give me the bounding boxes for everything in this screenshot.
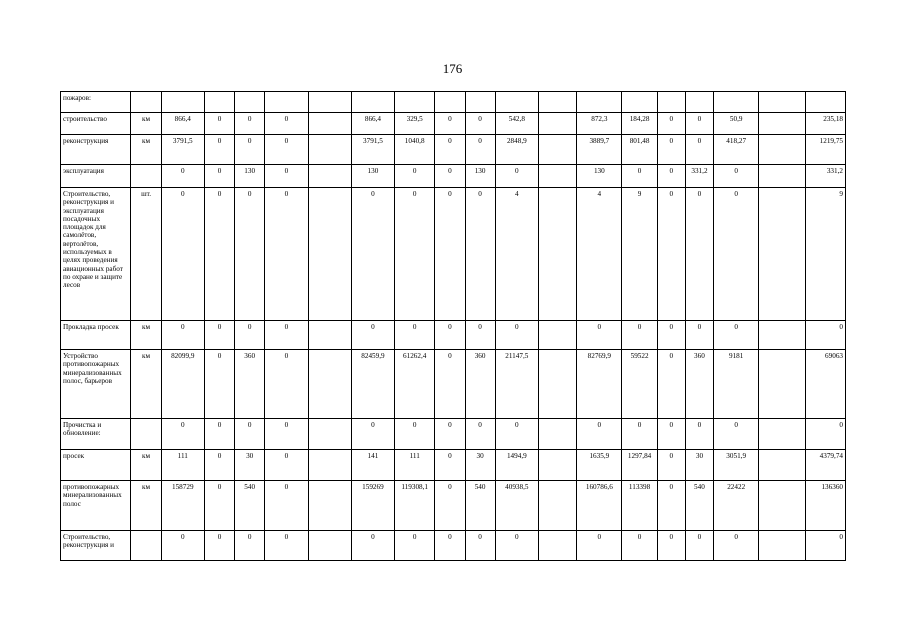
value-cell <box>759 450 805 481</box>
value-cell: 0 <box>714 321 759 350</box>
table-row <box>61 481 846 531</box>
value-cell: 0 <box>435 188 465 321</box>
value-cell <box>495 92 538 113</box>
value-cell: 0 <box>265 481 308 531</box>
value-cell: 1040,8 <box>395 135 435 165</box>
value-cell <box>351 92 394 113</box>
value-cell: 9181 <box>714 350 759 419</box>
value-cell: 158729 <box>161 481 204 531</box>
value-cell: 0 <box>714 531 759 561</box>
value-cell <box>538 350 576 419</box>
value-cell <box>759 113 805 135</box>
value-cell: 0 <box>265 321 308 350</box>
row-name-cell: пожаров: <box>61 92 131 113</box>
value-cell <box>204 92 234 113</box>
value-cell <box>538 165 576 188</box>
table-row <box>61 419 846 450</box>
table-row <box>61 450 846 481</box>
value-cell: 0 <box>161 188 204 321</box>
value-cell: 130 <box>351 165 394 188</box>
value-cell <box>759 419 805 450</box>
value-cell: 0 <box>265 113 308 135</box>
value-cell: 0 <box>265 135 308 165</box>
value-cell: 0 <box>465 113 495 135</box>
value-cell <box>435 92 465 113</box>
value-cell: 801,48 <box>622 135 657 165</box>
table-row <box>61 135 846 165</box>
value-cell: 0 <box>805 321 845 350</box>
value-cell: 0 <box>685 188 713 321</box>
value-cell: 0 <box>805 419 845 450</box>
value-cell: 3791,5 <box>351 135 394 165</box>
value-cell <box>265 92 308 113</box>
value-cell <box>759 350 805 419</box>
value-cell <box>759 321 805 350</box>
value-cell <box>308 350 351 419</box>
value-cell: 0 <box>265 350 308 419</box>
value-cell <box>538 92 576 113</box>
row-name-cell: Строительство, реконструкция и <box>61 531 131 561</box>
value-cell: 0 <box>435 531 465 561</box>
row-name-cell: противопожарных минерализованных полос <box>61 481 131 531</box>
table-row <box>61 321 846 350</box>
value-cell <box>308 419 351 450</box>
value-cell: 0 <box>465 531 495 561</box>
value-cell: 0 <box>657 321 685 350</box>
value-cell: 0 <box>204 135 234 165</box>
unit-cell: км <box>131 481 161 531</box>
value-cell <box>308 135 351 165</box>
value-cell <box>538 450 576 481</box>
value-cell <box>685 92 713 113</box>
unit-cell: км <box>131 450 161 481</box>
value-cell <box>577 92 622 113</box>
value-cell <box>538 135 576 165</box>
value-cell: 119308,1 <box>395 481 435 531</box>
value-cell <box>308 531 351 561</box>
table-row <box>61 350 846 419</box>
value-cell: 0 <box>435 321 465 350</box>
value-cell <box>657 92 685 113</box>
value-cell <box>759 481 805 531</box>
value-cell: 0 <box>435 113 465 135</box>
value-cell: 0 <box>435 135 465 165</box>
value-cell: 360 <box>235 350 265 419</box>
value-cell: 0 <box>685 135 713 165</box>
value-cell: 0 <box>435 350 465 419</box>
value-cell: 0 <box>685 419 713 450</box>
value-cell: 542,8 <box>495 113 538 135</box>
value-cell <box>759 92 805 113</box>
value-cell <box>714 92 759 113</box>
table-row <box>61 531 846 561</box>
value-cell: 2848,9 <box>495 135 538 165</box>
value-cell: 0 <box>714 165 759 188</box>
row-name-cell: эксплуатация <box>61 165 131 188</box>
value-cell: 0 <box>395 531 435 561</box>
value-cell <box>759 135 805 165</box>
value-cell: 0 <box>657 113 685 135</box>
value-cell: 0 <box>204 450 234 481</box>
value-cell: 0 <box>395 188 435 321</box>
value-cell: 184,28 <box>622 113 657 135</box>
value-cell: 360 <box>685 350 713 419</box>
value-cell: 111 <box>395 450 435 481</box>
value-cell: 0 <box>161 321 204 350</box>
value-cell <box>465 92 495 113</box>
value-cell: 0 <box>351 531 394 561</box>
value-cell: 0 <box>351 419 394 450</box>
unit-cell <box>131 165 161 188</box>
value-cell: 0 <box>435 481 465 531</box>
value-cell: 235,18 <box>805 113 845 135</box>
value-cell: 0 <box>465 188 495 321</box>
value-cell: 0 <box>161 419 204 450</box>
value-cell: 0 <box>204 188 234 321</box>
row-name-cell: Прочистка и обновление: <box>61 419 131 450</box>
value-cell: 872,3 <box>577 113 622 135</box>
value-cell <box>308 165 351 188</box>
value-cell: 0 <box>204 113 234 135</box>
value-cell: 113398 <box>622 481 657 531</box>
row-name-cell: строительство <box>61 113 131 135</box>
unit-cell <box>131 419 161 450</box>
value-cell: 130 <box>235 165 265 188</box>
row-name-cell: Прокладка просек <box>61 321 131 350</box>
value-cell: 0 <box>657 419 685 450</box>
value-cell: 4 <box>577 188 622 321</box>
value-cell: 0 <box>204 481 234 531</box>
value-cell: 0 <box>657 135 685 165</box>
value-cell: 159269 <box>351 481 394 531</box>
table-row <box>61 113 846 135</box>
row-name-cell: просек <box>61 450 131 481</box>
value-cell: 40938,5 <box>495 481 538 531</box>
value-cell: 0 <box>465 321 495 350</box>
value-cell: 0 <box>465 419 495 450</box>
value-cell: 331,2 <box>685 165 713 188</box>
value-cell <box>538 531 576 561</box>
value-cell: 3791,5 <box>161 135 204 165</box>
value-cell: 141 <box>351 450 394 481</box>
value-cell <box>308 92 351 113</box>
value-cell: 866,4 <box>161 113 204 135</box>
value-cell: 30 <box>235 450 265 481</box>
value-cell: 0 <box>435 165 465 188</box>
value-cell <box>538 321 576 350</box>
value-cell: 111 <box>161 450 204 481</box>
table-row <box>61 92 846 113</box>
value-cell: 0 <box>657 350 685 419</box>
value-cell: 0 <box>622 419 657 450</box>
unit-cell: шт. <box>131 188 161 321</box>
value-cell: 0 <box>685 113 713 135</box>
value-cell <box>308 321 351 350</box>
value-cell <box>538 188 576 321</box>
value-cell: 0 <box>235 321 265 350</box>
value-cell: 0 <box>577 321 622 350</box>
value-cell: 61262,4 <box>395 350 435 419</box>
value-cell: 136360 <box>805 481 845 531</box>
table-row <box>61 165 846 188</box>
value-cell <box>759 531 805 561</box>
value-cell: 0 <box>435 419 465 450</box>
value-cell: 0 <box>204 165 234 188</box>
value-cell: 0 <box>714 188 759 321</box>
row-name-cell: Строительство, реконструкция и эксплуатация посадочных площадок для самолётов, вертолётов, используемых в целях проведения авиационных работ по охране и защите лесов <box>61 188 131 321</box>
value-cell: 0 <box>235 135 265 165</box>
value-cell <box>538 481 576 531</box>
value-cell <box>805 92 845 113</box>
value-cell: 0 <box>161 165 204 188</box>
value-cell: 1219,75 <box>805 135 845 165</box>
value-cell: 0 <box>235 531 265 561</box>
value-cell: 540 <box>685 481 713 531</box>
value-cell: 4379,74 <box>805 450 845 481</box>
page-number: 176 <box>442 61 463 76</box>
value-cell <box>622 92 657 113</box>
value-cell: 0 <box>235 188 265 321</box>
value-cell: 331,2 <box>805 165 845 188</box>
value-cell: 0 <box>235 113 265 135</box>
forest-protection-table <box>60 91 846 561</box>
value-cell: 0 <box>622 531 657 561</box>
value-cell <box>308 481 351 531</box>
value-cell <box>161 92 204 113</box>
value-cell: 9 <box>805 188 845 321</box>
value-cell: 0 <box>204 321 234 350</box>
value-cell: 0 <box>395 321 435 350</box>
value-cell <box>759 188 805 321</box>
value-cell: 1297,84 <box>622 450 657 481</box>
value-cell: 329,5 <box>395 113 435 135</box>
value-cell: 130 <box>577 165 622 188</box>
value-cell: 0 <box>395 165 435 188</box>
value-cell: 0 <box>622 165 657 188</box>
unit-cell <box>131 92 161 113</box>
value-cell: 0 <box>685 321 713 350</box>
value-cell: 0 <box>495 165 538 188</box>
value-cell: 1635,9 <box>577 450 622 481</box>
value-cell: 866,4 <box>351 113 394 135</box>
value-cell <box>395 92 435 113</box>
value-cell: 30 <box>465 450 495 481</box>
value-cell: 540 <box>235 481 265 531</box>
unit-cell: км <box>131 350 161 419</box>
value-cell: 0 <box>657 481 685 531</box>
value-cell: 0 <box>622 321 657 350</box>
value-cell: 0 <box>495 419 538 450</box>
value-cell: 82459,9 <box>351 350 394 419</box>
value-cell: 3051,9 <box>714 450 759 481</box>
unit-cell: км <box>131 113 161 135</box>
value-cell: 0 <box>435 450 465 481</box>
value-cell: 59522 <box>622 350 657 419</box>
value-cell: 82099,9 <box>161 350 204 419</box>
value-cell: 0 <box>265 165 308 188</box>
value-cell <box>538 419 576 450</box>
row-name-cell: Устройство противопожарных минерализованных полос, барьеров <box>61 350 131 419</box>
value-cell: 130 <box>465 165 495 188</box>
value-cell: 21147,5 <box>495 350 538 419</box>
value-cell: 0 <box>395 419 435 450</box>
value-cell <box>308 450 351 481</box>
value-cell <box>308 188 351 321</box>
row-name-cell: реконструкция <box>61 135 131 165</box>
value-cell: 0 <box>657 450 685 481</box>
value-cell: 540 <box>465 481 495 531</box>
value-cell: 0 <box>657 531 685 561</box>
value-cell: 0 <box>714 419 759 450</box>
unit-cell <box>131 531 161 561</box>
value-cell: 82769,9 <box>577 350 622 419</box>
value-cell: 22422 <box>714 481 759 531</box>
value-cell: 0 <box>495 321 538 350</box>
value-cell: 360 <box>465 350 495 419</box>
value-cell: 0 <box>204 531 234 561</box>
value-cell: 418,27 <box>714 135 759 165</box>
value-cell: 0 <box>657 188 685 321</box>
value-cell: 0 <box>657 165 685 188</box>
value-cell <box>308 113 351 135</box>
value-cell: 0 <box>265 419 308 450</box>
value-cell: 0 <box>495 531 538 561</box>
value-cell: 0 <box>235 419 265 450</box>
value-cell: 9 <box>622 188 657 321</box>
value-cell: 0 <box>265 188 308 321</box>
value-cell <box>235 92 265 113</box>
value-cell: 0 <box>685 531 713 561</box>
value-cell: 160786,6 <box>577 481 622 531</box>
value-cell: 0 <box>204 419 234 450</box>
value-cell: 0 <box>204 350 234 419</box>
unit-cell: км <box>131 135 161 165</box>
value-cell: 0 <box>265 450 308 481</box>
value-cell: 0 <box>161 531 204 561</box>
value-cell: 50,9 <box>714 113 759 135</box>
unit-cell: км <box>131 321 161 350</box>
value-cell: 30 <box>685 450 713 481</box>
value-cell: 0 <box>577 419 622 450</box>
value-cell: 69063 <box>805 350 845 419</box>
value-cell: 0 <box>351 321 394 350</box>
value-cell: 0 <box>351 188 394 321</box>
value-cell: 0 <box>805 531 845 561</box>
value-cell <box>759 165 805 188</box>
table-row <box>61 188 846 321</box>
value-cell: 4 <box>495 188 538 321</box>
value-cell: 0 <box>265 531 308 561</box>
value-cell: 3889,7 <box>577 135 622 165</box>
value-cell: 1494,9 <box>495 450 538 481</box>
value-cell <box>538 113 576 135</box>
value-cell: 0 <box>465 135 495 165</box>
value-cell: 0 <box>577 531 622 561</box>
